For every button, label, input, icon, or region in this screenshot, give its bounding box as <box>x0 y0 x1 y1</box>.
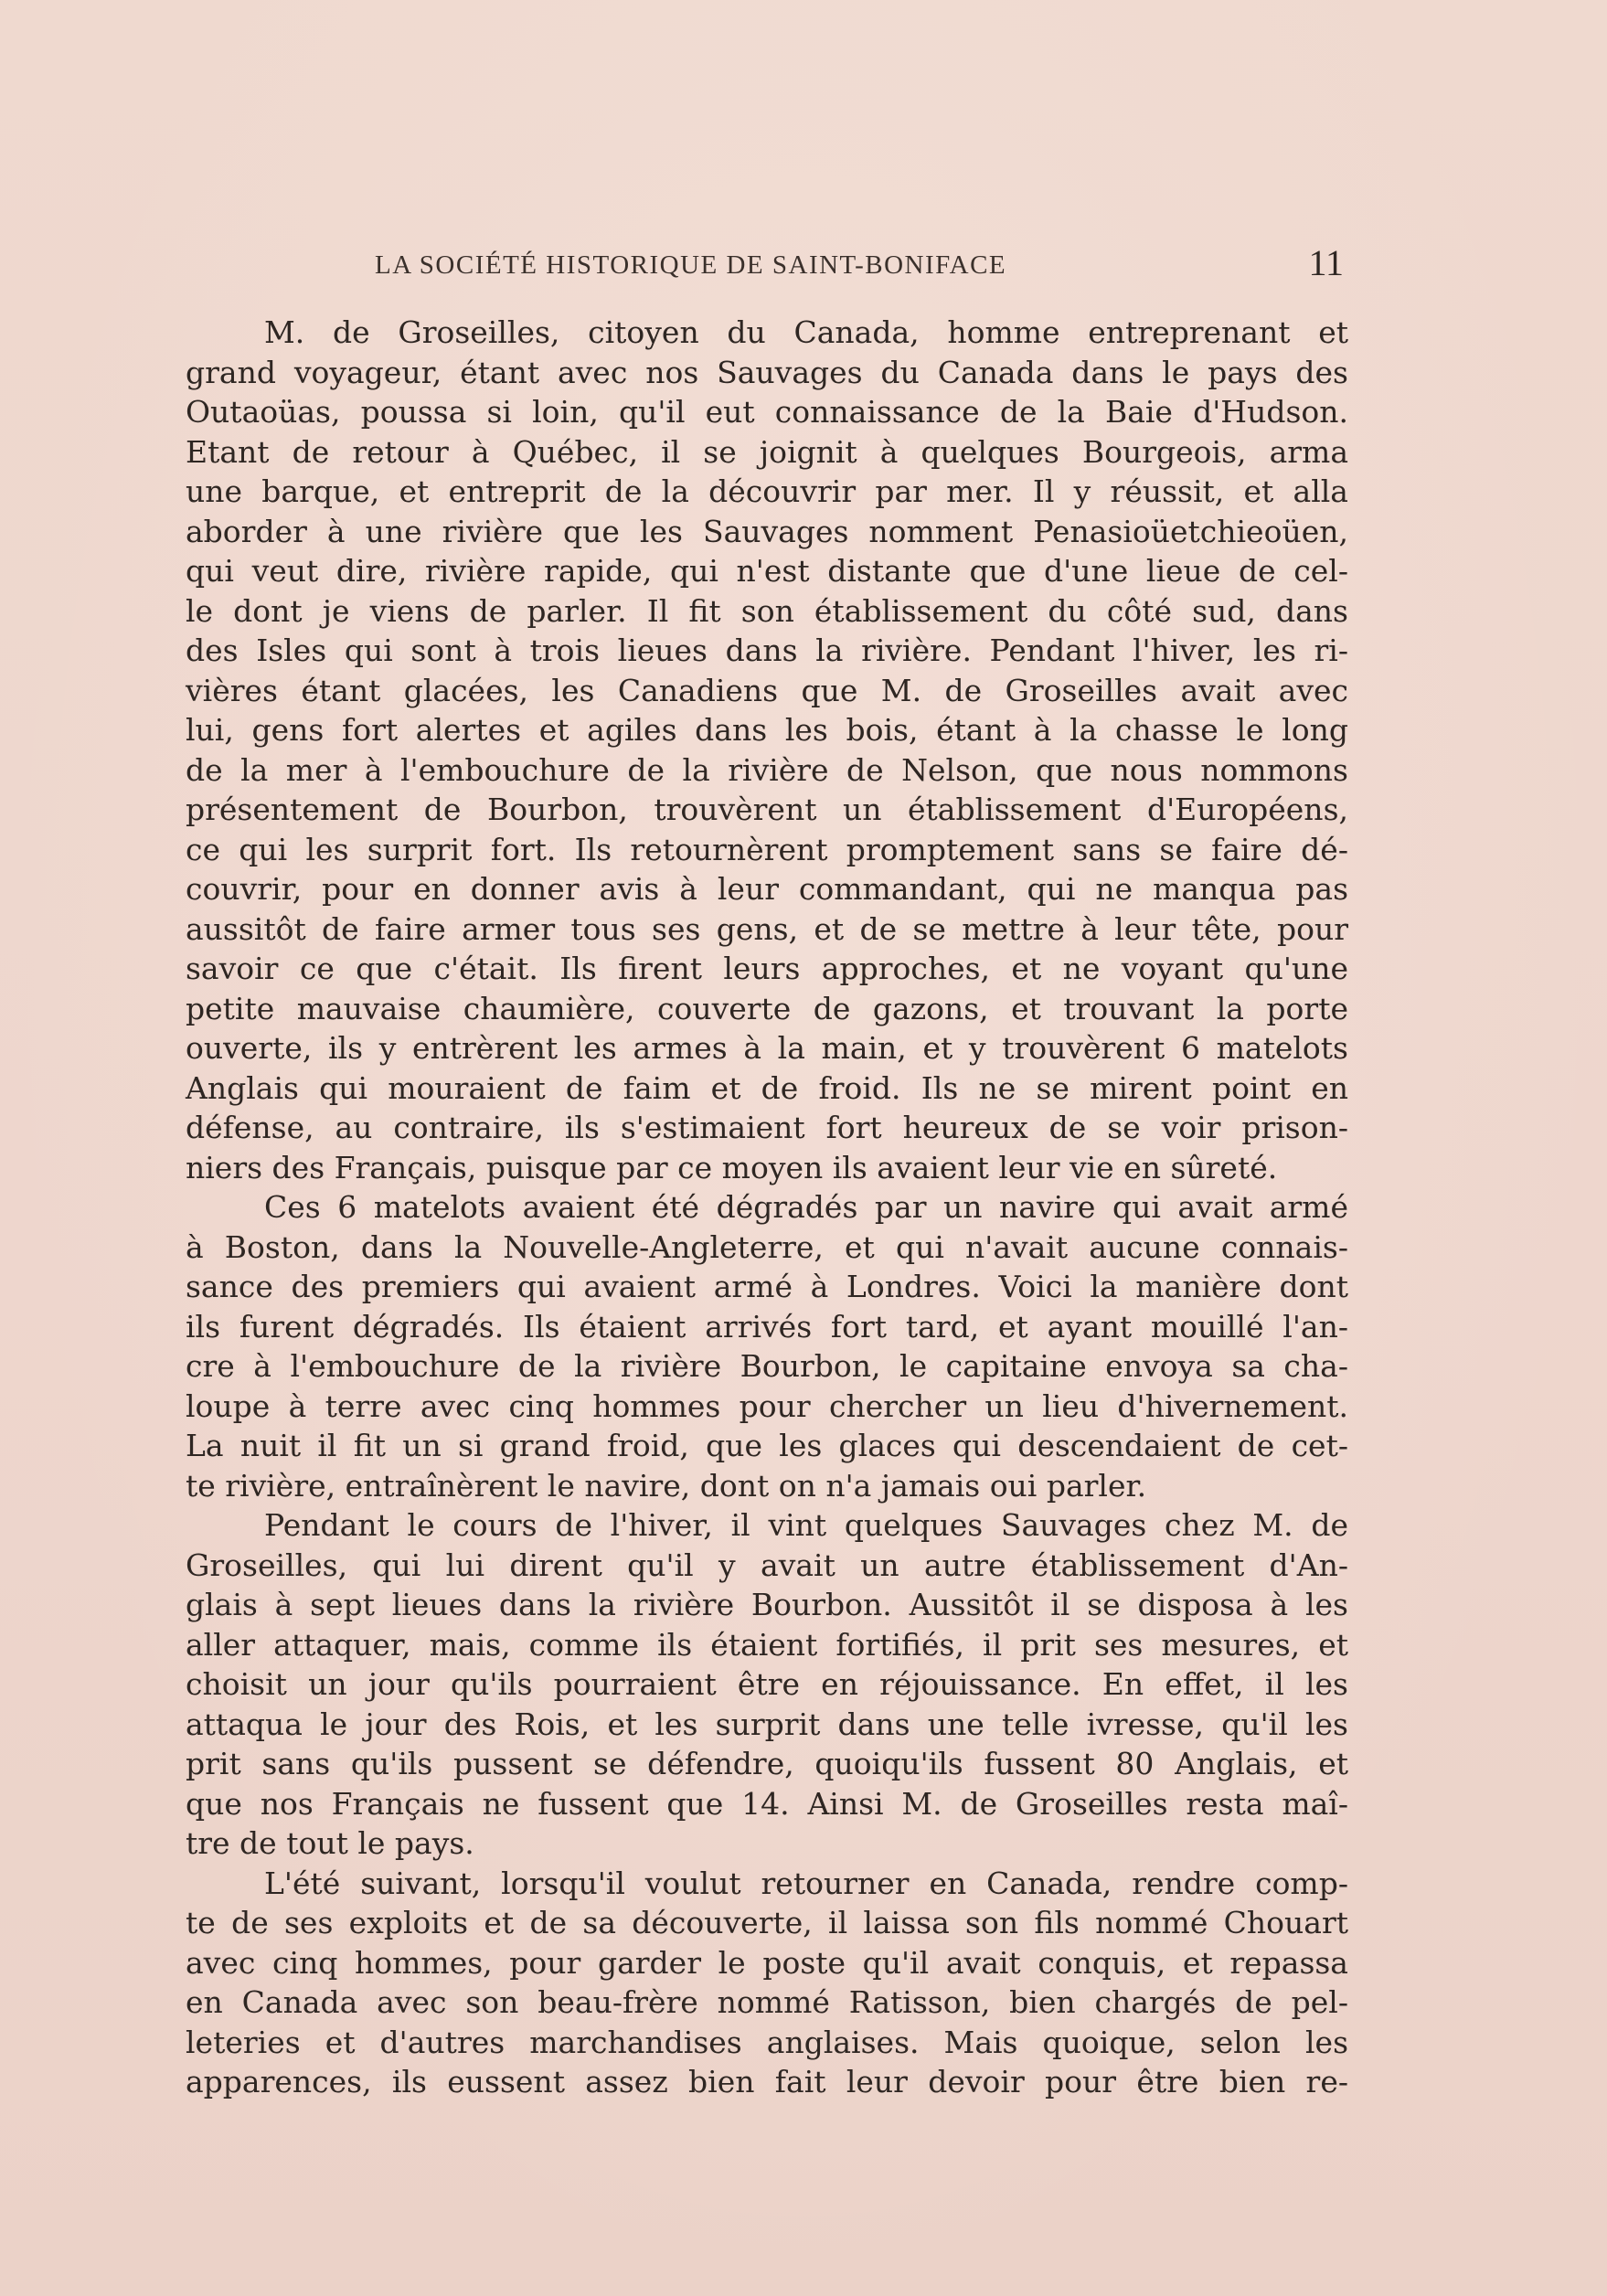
text-line: défense, au contraire, ils s'estimaient fort heureux de se voir prison- <box>186 1110 1348 1145</box>
text-line: Outaoüas, poussa si loin, qu'il eut connaissance de la Baie d'Hudson. <box>186 394 1348 430</box>
text-line: Etant de retour à Québec, il se joignit à quelques Bourgeois, arma <box>186 433 1348 470</box>
text-line: avec cinq hommes, pour garder le poste qu'il avait conquis, et repassa <box>186 1944 1348 1981</box>
text-line: en Canada avec son beau-frère nommé Ratisson, bien chargés de pel- <box>186 1984 1348 2020</box>
page-number: 11 <box>1308 242 1344 283</box>
text-line: couvrir, pour en donner avis à leur commandant, qui ne manqua pas <box>186 871 1348 907</box>
paragraph-3 <box>186 1505 1348 1864</box>
text-line: que nos Français ne fussent que 14. Ainsi M. de Groseilles resta maî- <box>186 1785 1348 1822</box>
text-line: Anglais qui mouraient de faim et de froid. Ils ne se mirent point en <box>186 1069 1348 1106</box>
text-line: te rivière, entraînèrent le navire, dont on n'a jamais oui parler. <box>186 1467 1147 1504</box>
page-header <box>375 242 1344 289</box>
text-line: sance des premiers qui avaient armé à Londres. Voici la manière dont <box>186 1269 1348 1304</box>
text-line: aborder à une rivière que les Sauvages nomment Penasioüetchieoüen, <box>186 513 1348 549</box>
text-line: attaqua le jour des Rois, et les surprit dans une telle ivresse, qu'il les <box>186 1706 1348 1742</box>
text-line: Groseilles, qui lui dirent qu'il y avait un autre établissement d'An- <box>186 1547 1348 1583</box>
text-line: ouverte, ils y entrèrent les armes à la main, et y trouvèrent 6 matelots <box>186 1030 1348 1066</box>
text-line: te de ses exploits et de sa découverte, il laissa son fils nommé Chouart <box>186 1905 1348 1940</box>
text-line: leteries et d'autres marchandises anglaises. Mais quoique, selon les <box>186 2024 1348 2060</box>
text-line: ils furent dégradés. Ils étaient arrivés fort tard, et ayant mouillé l'an- <box>186 1308 1348 1345</box>
text-line: qui veut dire, rivière rapide, qui n'est distante que d'une lieue de cel- <box>186 553 1348 589</box>
text-line: cre à l'embouchure de la rivière Bourbon, le capitaine envoya sa cha- <box>186 1348 1348 1384</box>
text-line: choisit un jour qu'ils pourraient être en réjouissance. En effet, il les <box>186 1666 1348 1702</box>
text-line: à Boston, dans la Nouvelle-Angleterre, et qui n'avait aucune connais- <box>186 1228 1348 1265</box>
text-line: glais à sept lieues dans la rivière Bourbon. Aussitôt il se disposa à les <box>186 1587 1348 1622</box>
text-line: grand voyageur, étant avec nos Sauvages du Canada dans le pays des <box>186 354 1348 390</box>
text-line: Ces 6 matelots avaient été dégradés par un navire qui avait armé <box>264 1189 1348 1225</box>
text-line: des Isles qui sont à trois lieues dans la rivière. Pendant l'hiver, les ri- <box>186 632 1348 668</box>
text-line: Pendant le cours de l'hiver, il vint quelques Sauvages chez M. de <box>264 1507 1348 1543</box>
text-line: apparences, ils eussent assez bien fait leur devoir pour être bien re- <box>186 2064 1348 2099</box>
text-line: vières étant glacées, les Canadiens que M. de Groseilles avait avec <box>186 672 1348 708</box>
text-line: une barque, et entreprit de la découvrir par mer. Il y réussit, et alla <box>186 473 1348 509</box>
text-line: tre de tout le pays. <box>186 1825 474 1861</box>
text-line: de la mer à l'embouchure de la rivière de Nelson, que nous nommons <box>186 751 1348 788</box>
text-line: lui, gens fort alertes et agiles dans les bois, étant à la chasse le long <box>186 712 1348 748</box>
running-title: LA SOCIÉTÉ HISTORIQUE DE SAINT-BONIFACE <box>375 250 1007 280</box>
text-line: M. de Groseilles, citoyen du Canada, homme entreprenant et <box>264 314 1348 350</box>
text-line: prit sans qu'ils pussent se défendre, quoiqu'ils fussent 80 Anglais, et <box>186 1746 1348 1781</box>
paragraph-4 <box>186 1864 1348 2102</box>
text-line: ce qui les surprit fort. Ils retournèrent promptement sans se faire dé- <box>186 831 1348 867</box>
text-line: aller attaquer, mais, comme ils étaient fortifiés, il prit ses mesures, et <box>186 1626 1348 1663</box>
text-line: La nuit il fit un si grand froid, que les glaces qui descendaient de cet- <box>186 1428 1348 1463</box>
text-line: savoir ce que c'était. Ils firent leurs approches, et ne voyant qu'une <box>186 951 1348 986</box>
text-line: le dont je viens de parler. Il fit son établissement du côté sud, dans <box>186 592 1348 629</box>
text-line: L'été suivant, lorsqu'il voulut retourner en Canada, rendre comp- <box>264 1865 1348 1901</box>
text-line: niers des Français, puisque par ce moyen ils avaient leur vie en sûreté. <box>186 1149 1278 1185</box>
text-line: présentement de Bourbon, trouvèrent un établissement d'Européens, <box>186 792 1348 827</box>
paragraph-2 <box>186 1187 1348 1505</box>
text-line: loupe à terre avec cinq hommes pour chercher un lieu d'hivernement. <box>186 1387 1348 1424</box>
body-text <box>186 313 1348 2102</box>
text-line: petite mauvaise chaumière, couverte de gazons, et trouvant la porte <box>186 990 1348 1026</box>
text-line: aussitôt de faire armer tous ses gens, et de se mettre à leur tête, pour <box>186 910 1348 947</box>
paragraph-1 <box>186 313 1348 1187</box>
